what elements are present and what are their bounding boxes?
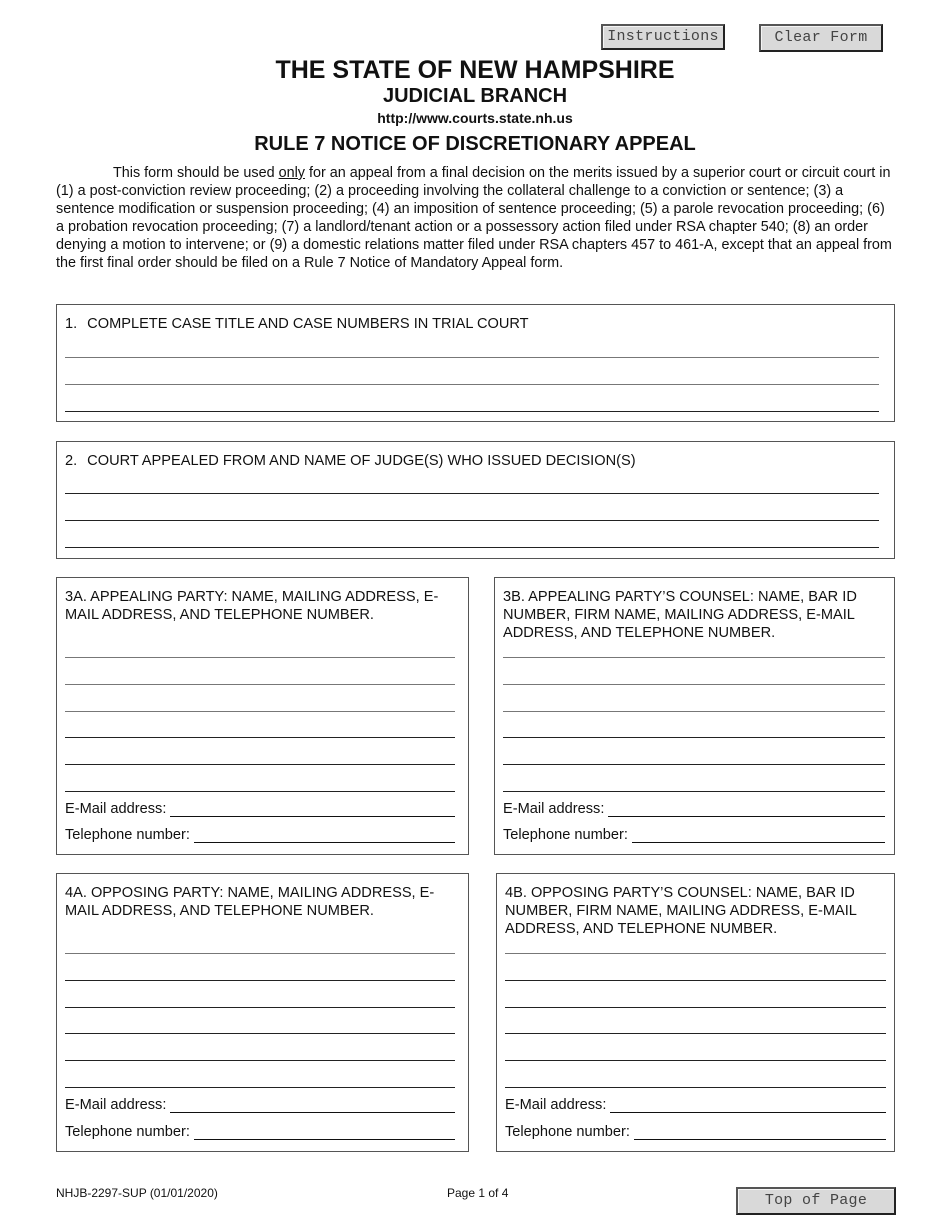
appealing-counsel-email-field[interactable] (503, 801, 885, 817)
court-judge-line-3[interactable] (65, 547, 879, 548)
section-2-box (56, 441, 895, 559)
phone-input[interactable] (194, 1126, 455, 1140)
section-1-box (56, 304, 895, 422)
email-label: E-Mail address: (505, 1097, 607, 1113)
appealing-counsel-line-3[interactable] (503, 711, 885, 712)
opposing-counsel-line-6[interactable] (505, 1087, 886, 1088)
branch-heading: JUDICIAL BRANCH (382, 85, 568, 107)
form-id: NHJB-2297-SUP (01/01/2020) (56, 1186, 218, 1200)
section-1-title (65, 315, 529, 333)
phone-input[interactable] (194, 829, 455, 843)
section-2-title (65, 452, 636, 470)
email-input[interactable] (170, 1099, 455, 1113)
opposing-counsel-line-1[interactable] (505, 953, 886, 954)
opposing-party-line-3[interactable] (65, 1007, 455, 1008)
opposing-party-phone-field[interactable] (65, 1124, 455, 1140)
intro-text-rest: for an appeal from a final decision on the merits issued by a superior court or circuit court in (1) a post-conviction review proceeding; (2) a proceeding involving the collateral challenge to a conviction or sentence; (3) a sentence modification or suspension proceeding; (4) an imposition of sentence proceeding; (5) a parole revocation proceeding; (6) a probation revocation proceeding; (7) a landlord/tenant action or a possessory action filed under RSA chapter 540; (8) an order denying a motion to intervene; or (9) a domestic relations matter filed under RSA chapters 457 to 461-A, except that an appeal from the first final order should be filed on a Rule 7 Notice of Mandatory Appeal form. (56, 165, 892, 271)
appealing-party-phone-field[interactable] (65, 827, 455, 843)
appealing-counsel-line-6[interactable] (503, 791, 885, 792)
page-number: Page 1 of 4 (447, 1186, 509, 1200)
section-3b-title: 3B. APPEALING PARTY’S COUNSEL: NAME, BAR ID NUMBER, FIRM NAME, MAILING ADDRESS, E-MAIL ADDRESS, AND TELEPHONE NUMBER. (503, 589, 857, 641)
opposing-counsel-line-3[interactable] (505, 1007, 886, 1008)
section-4b-box (496, 873, 895, 1152)
case-title-line-1[interactable] (65, 357, 879, 358)
opposing-party-line-1[interactable] (65, 953, 455, 954)
appealing-party-line-3[interactable] (65, 711, 455, 712)
appealing-party-line-4[interactable] (65, 737, 455, 738)
intro-text-start: This form should be used (113, 165, 279, 181)
email-label: E-Mail address: (503, 801, 605, 817)
phone-input[interactable] (634, 1126, 886, 1140)
instructions-button[interactable]: Instructions (601, 24, 725, 50)
appealing-counsel-line-4[interactable] (503, 737, 885, 738)
email-input[interactable] (610, 1099, 886, 1113)
clear-form-button[interactable]: Clear Form (759, 24, 883, 52)
section-2-label: COURT APPEALED FROM AND NAME OF JUDGE(S) WHO ISSUED DECISION(S) (87, 453, 636, 469)
email-label: E-Mail address: (65, 1097, 167, 1113)
section-4a-box (56, 873, 469, 1152)
phone-label: Telephone number: (503, 827, 628, 843)
case-title-line-2[interactable] (65, 384, 879, 385)
email-input[interactable] (608, 803, 885, 817)
phone-label: Telephone number: (505, 1124, 630, 1140)
court-judge-line-1[interactable] (65, 493, 879, 494)
opposing-counsel-line-4[interactable] (505, 1033, 886, 1034)
opposing-counsel-email-field[interactable] (505, 1097, 886, 1113)
top-of-page-button[interactable]: Top of Page (736, 1187, 896, 1215)
state-heading: THE STATE OF NEW HAMPSHIRE (275, 56, 675, 84)
appealing-party-line-5[interactable] (65, 764, 455, 765)
opposing-counsel-line-5[interactable] (505, 1060, 886, 1061)
phone-label: Telephone number: (65, 1124, 190, 1140)
case-title-line-3[interactable] (65, 411, 879, 412)
opposing-counsel-line-2[interactable] (505, 980, 886, 981)
email-label: E-Mail address: (65, 801, 167, 817)
section-1-number: 1. (65, 316, 78, 332)
appealing-party-line-1[interactable] (65, 657, 455, 658)
opposing-party-line-5[interactable] (65, 1060, 455, 1061)
appealing-party-line-2[interactable] (65, 684, 455, 685)
appealing-party-line-6[interactable] (65, 791, 455, 792)
appealing-counsel-line-1[interactable] (503, 657, 885, 658)
opposing-party-email-field[interactable] (65, 1097, 455, 1113)
section-1-label: COMPLETE CASE TITLE AND CASE NUMBERS IN TRIAL COURT (87, 316, 529, 332)
section-4b-title: 4B. OPPOSING PARTY’S COUNSEL: NAME, BAR ID NUMBER, FIRM NAME, MAILING ADDRESS, E-MAIL ADDRESS, AND TELEPHONE NUMBER. (505, 885, 857, 937)
phone-input[interactable] (632, 829, 885, 843)
section-2-number: 2. (65, 453, 78, 469)
intro-emphasis: only (278, 165, 305, 181)
email-input[interactable] (170, 803, 455, 817)
section-4a-title: 4A. OPPOSING PARTY: NAME, MAILING ADDRESS, E-MAIL ADDRESS, AND TELEPHONE NUMBER. (65, 885, 435, 919)
court-url: http://www.courts.state.nh.us (377, 110, 573, 126)
opposing-counsel-phone-field[interactable] (505, 1124, 886, 1140)
opposing-party-line-6[interactable] (65, 1087, 455, 1088)
opposing-party-line-4[interactable] (65, 1033, 455, 1034)
appealing-party-email-field[interactable] (65, 801, 455, 817)
phone-label: Telephone number: (65, 827, 190, 843)
appealing-counsel-line-2[interactable] (503, 684, 885, 685)
section-3b-box (494, 577, 895, 855)
appealing-counsel-line-5[interactable] (503, 764, 885, 765)
court-judge-line-2[interactable] (65, 520, 879, 521)
section-3a-title: 3A. APPEALING PARTY: NAME, MAILING ADDRESS, E-MAIL ADDRESS, AND TELEPHONE NUMBER. (65, 589, 439, 623)
opposing-party-line-2[interactable] (65, 980, 455, 981)
intro-paragraph (56, 164, 896, 272)
section-3a-box (56, 577, 469, 855)
appealing-counsel-phone-field[interactable] (503, 827, 885, 843)
form-title: RULE 7 NOTICE OF DISCRETIONARY APPEAL (254, 133, 696, 155)
